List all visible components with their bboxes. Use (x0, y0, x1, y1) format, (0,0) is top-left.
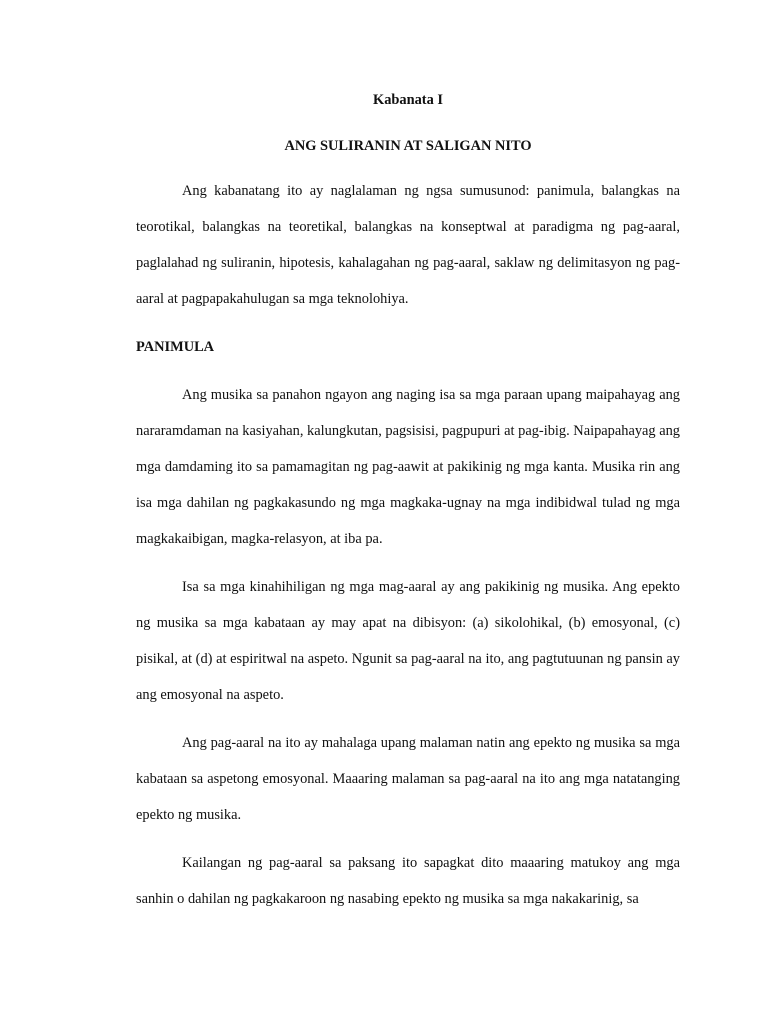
chapter-title: ANG SULIRANIN AT SALIGAN NITO (284, 138, 532, 154)
section-heading-panimula: PANIMULA (136, 339, 215, 355)
body-paragraph: Isa sa mga kinahihiligan ng mga mag-aaral ay ang pakikinig ng musika. Ang epekto ng musika sa mga kabataan ay may apat na dibisyon: (a) sikolohikal, (b) emosyonal, (c) pisikal, at (d) at espiritwal na aspeto. Ngunit sa pag-aaral na ito, ang pagtutuunan ng pansin ay ang emosyonal na aspeto. (136, 579, 680, 703)
body-paragraph: Kailangan ng pag-aaral sa paksang ito sapagkat dito maaaring matukoy ang mga sanhin o dahilan ng pagkakaroon ng nasabing epekto ng musika sa mga nakakarinig, sa (136, 855, 680, 907)
body-paragraph: Ang pag-aaral na ito ay mahalaga upang malaman natin ang epekto ng musika sa mga kabataan sa aspetong emosyonal. Maaaring malaman sa pag-aaral na ito ang mga natatanging epekto ng musika. (136, 735, 680, 823)
intro-paragraph: Ang kabanatang ito ay naglalaman ng ngsa sumusunod: panimula, balangkas na teorotikal, balangkas na teoretikal, balangkas na konseptwal at paradigma ng pag-aaral, paglalahad ng suliranin, hipotesis, kahalagahan ng pag-aaral, saklaw ng delimitasyon ng pag-aaral at pagpapakahulugan sa mga teknolohiya. (136, 183, 680, 307)
body-paragraph: Ang musika sa panahon ngayon ang naging isa sa mga paraan upang maipahayag ang nararamdaman na kasiyahan, kalungkutan, pagsisisi, pagpupuri at pag-ibig. Naipapahayag ang mga damdaming ito sa pamamagitan ng pag-aawit at pakikinig ng mga kanta. Musika rin ang isa mga dahilan ng pagkakasundo ng mga magkaka-ugnay na mga indibidwal tulad ng mga magkakaibigan, magka-relasyon, at iba pa. (136, 387, 680, 547)
document-body (136, 90, 680, 917)
chapter-label: Kabanata I (373, 92, 443, 108)
